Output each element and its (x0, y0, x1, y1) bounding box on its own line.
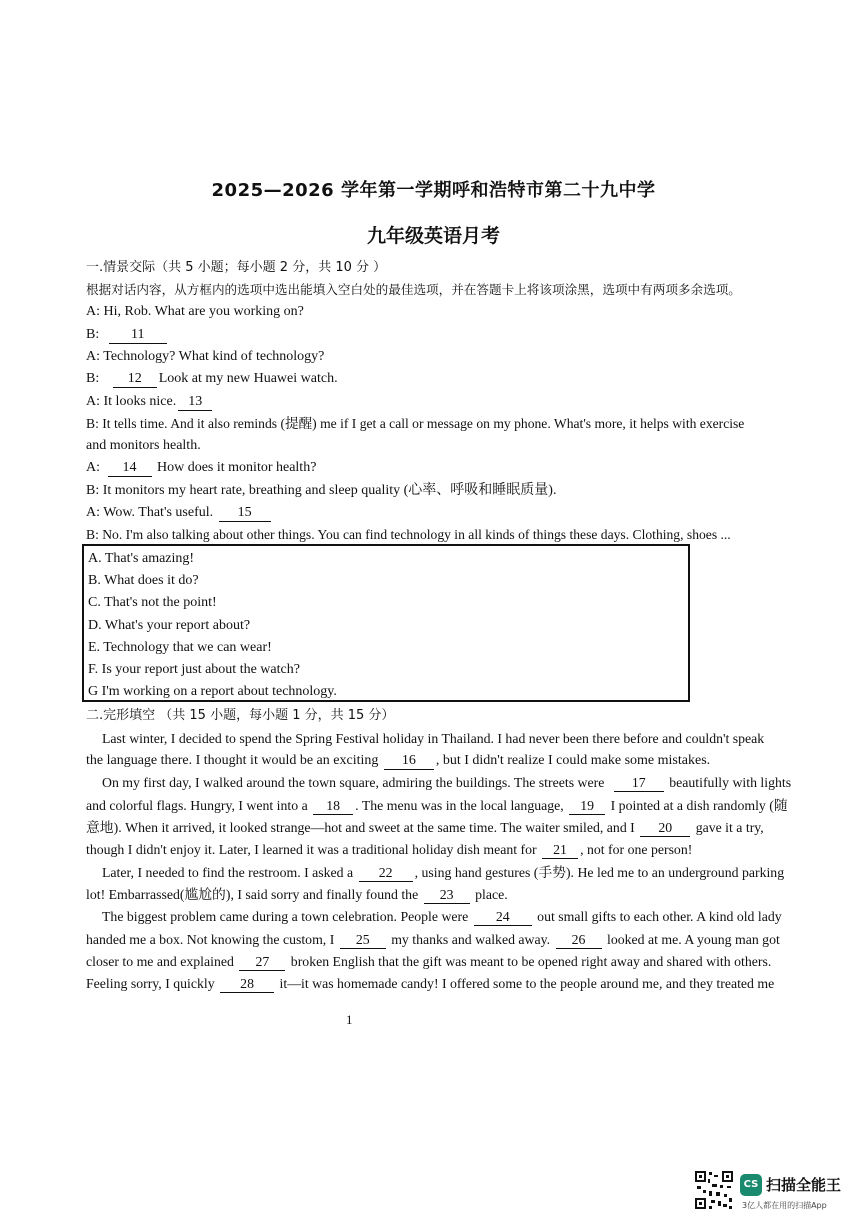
blank-28: 28 (220, 976, 274, 993)
dialogue-line-2: B: 11 (86, 325, 856, 345)
dialogue-line-6: B: It tells time. And it also reminds (提醒) me if I get a call or message on my phone. What's more, it helps with exercise (86, 416, 745, 431)
blank-13: 13 (178, 394, 212, 411)
cloze-line-7: Later, I needed to find the restroom. I asked a 22 , using hand gestures (手势). He led me to an underground parking (102, 865, 785, 880)
dialogue-line-3: A: Technology? What kind of technology? (86, 349, 325, 364)
option-c: C. That's not the point! (88, 595, 217, 610)
blank-12: 12 (113, 371, 157, 388)
options-box (82, 544, 690, 702)
page-number: 1 (346, 1012, 353, 1027)
blank-22: 22 (359, 865, 413, 882)
scanner-brand: 扫描全能王 (766, 1176, 842, 1194)
blank-11: 11 (109, 327, 167, 344)
camscanner-logo-icon: CS (740, 1174, 762, 1196)
cloze-line-2: the language there. I thought it would be an exciting 16 , but I didn't realize I could make some mistakes. (86, 753, 711, 768)
exam-title: 2025—2026 学年第一学期呼和浩特市第二十九中学 (211, 180, 656, 201)
section2-heading: 二.完形填空 （共 15 小题，每小题 1 分，共 15 分） (86, 708, 395, 723)
blank-18: 18 (313, 798, 353, 815)
blank-16: 16 (384, 753, 434, 770)
cloze-line-5: 意地). When it arrived, it looked strange—hot and sweet at the same time. The waiter smiled, and I 20 gave it a try, (86, 820, 764, 835)
option-e: E. Technology that we can wear! (88, 640, 272, 655)
blank-19: 19 (569, 798, 605, 815)
scanner-watermark (694, 1170, 859, 1214)
blank-15: 15 (219, 505, 271, 522)
section1-instructions: 根据对话内容，从方框内的选项中选出能填入空白处的最佳选项，并在答题卡上将该项涂黑，选项中有两项多余选项。 (86, 282, 741, 297)
option-g: G I'm working on a report about technology. (88, 684, 337, 699)
blank-14: 14 (108, 460, 152, 477)
cloze-line-3: On my first day, I walked around the town square, admiring the buildings. The streets were 17 beautifully with lights (102, 775, 792, 790)
blank-26: 26 (556, 932, 602, 949)
cloze-line-4: and colorful flags. Hungry, I went into a 18 . The menu was in the local language, 19 I pointed at a dish randomly (随 (86, 798, 788, 813)
cloze-line-9: The biggest problem came during a town celebration. People were 24 out small gifts to each other. A kind old lady (102, 909, 782, 924)
exam-subtitle: 九年级英语月考 (366, 225, 500, 247)
option-f: F. Is your report just about the watch? (88, 662, 300, 677)
dialogue-line-8: A: 14 How does it monitor health? (86, 460, 317, 475)
cloze-line-8: lot! Embarrassed(尴尬的), I said sorry and finally found the 23 place. (86, 887, 508, 902)
blank-20: 20 (640, 820, 690, 837)
dialogue-line-7: and monitors health. (86, 438, 201, 453)
cloze-line-11: closer to me and explained 27 broken English that the gift was meant to be opened right away and shared with others. (86, 954, 772, 969)
option-a: A. That's amazing! (88, 551, 195, 566)
blank-23: 23 (424, 887, 470, 904)
dialogue-line-5: A: It looks nice. 13 (86, 392, 856, 412)
option-b: B. What does it do? (88, 573, 199, 588)
dialogue-line-1: A: Hi, Rob. What are you working on? (86, 304, 304, 319)
option-d: D. What's your report about? (88, 618, 251, 633)
dialogue-line-9: B: It monitors my heart rate, breathing and sleep quality (心率、呼吸和睡眠质量). (86, 483, 557, 498)
blank-21: 21 (542, 842, 578, 859)
blank-24: 24 (474, 909, 532, 926)
section1-heading: 一.情景交际（共 5 小题；每小题 2 分，共 10 分 ） (86, 260, 387, 275)
cloze-line-12: Feeling sorry, I quickly 28 it—it was homemade candy! I offered some to the people around me, and they treated me (86, 976, 775, 991)
blank-25: 25 (340, 932, 386, 949)
cloze-line-1: Last winter, I decided to spend the Spring Festival holiday in Thailand. I had never been there before and couldn't speak (102, 731, 765, 746)
dialogue-line-10: A: Wow. That's useful. 15 (86, 503, 856, 523)
blank-17: 17 (614, 775, 664, 792)
qr-code-icon (694, 1170, 734, 1210)
dialogue-line-11: B: No. I'm also talking about other things. You can find technology in all kinds of things these days. Clothing, shoes ... (86, 527, 731, 542)
cloze-line-10: handed me a box. Not knowing the custom, I 25 my thanks and walked away. 26 looked at me. A young man got (86, 932, 780, 947)
scanner-tagline: 3亿人都在用的扫描App (742, 1201, 827, 1210)
cloze-line-6: though I didn't enjoy it. Later, I learned it was a traditional holiday dish meant for 21 , not for one person! (86, 842, 693, 857)
blank-27: 27 (239, 954, 285, 971)
dialogue-line-4: B: 12 Look at my new Huawei watch. (86, 371, 338, 386)
